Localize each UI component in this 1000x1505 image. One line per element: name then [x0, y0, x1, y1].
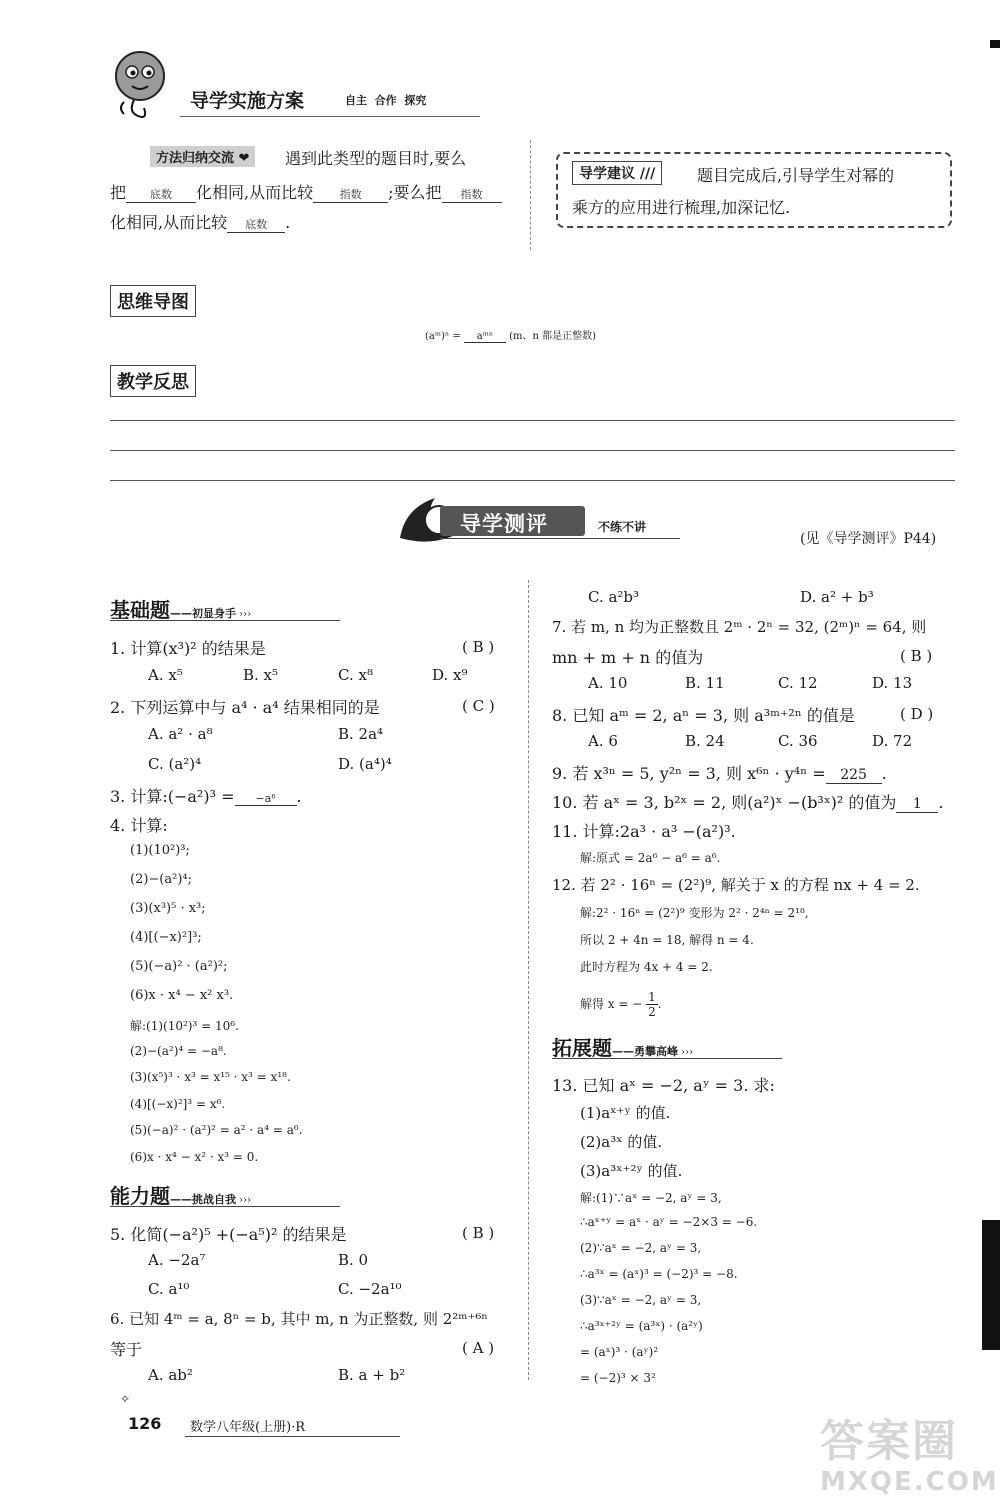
q11-solution: 解:原式 = 2a⁶ − a⁶ = a⁶.	[580, 851, 721, 865]
q3-blank: −a⁶	[235, 792, 297, 806]
section-title: 能力题	[110, 1184, 170, 1208]
method-blank-1: 底数	[126, 186, 196, 203]
q13-solution: (3)∵aˣ = −2, aʸ = 3,	[580, 1293, 702, 1307]
q4-item: (2)−(a²)⁴;	[130, 872, 193, 887]
method-blank-4: 底数	[227, 216, 285, 233]
q1-option: A. x⁵	[148, 666, 183, 684]
q13-item: (3)a³ˣ⁺²ʸ 的值.	[580, 1162, 683, 1180]
method-line3	[110, 210, 290, 233]
footer-book-title: 数学八年级(上册)·R	[190, 1420, 306, 1435]
method-blank-2: 指数	[313, 186, 388, 203]
mascot-logo	[104, 42, 174, 122]
suggestion-line2: 乘方的应用进行梳理,加深记忆.	[572, 198, 791, 217]
slash-icon: ///	[639, 166, 656, 182]
q10-text: 10. 若 aˣ = 3, b²ˣ = 2, 则(a²)ˣ −(b³ˣ)² 的值为	[552, 793, 897, 812]
mindmap-label: 思维导图	[110, 285, 196, 317]
q8-answer: ( D )	[900, 705, 934, 723]
edge-mark	[982, 1220, 1000, 1350]
q2-text: 2. 下列运算中与 a⁴ · a⁴ 结果相同的是	[110, 698, 380, 717]
q8-text: 8. 已知 aᵐ = 2, aⁿ = 3, 则 a³ᵐ⁺²ⁿ 的值是	[552, 706, 855, 725]
arrow-icon: ›››	[236, 1195, 252, 1206]
q1-option: D. x⁹	[432, 666, 468, 684]
q4-solution: 解:(1)(10²)³ = 10⁶.	[130, 1019, 239, 1033]
q4-item: (1)(10²)³;	[130, 843, 190, 858]
q13-solution: = (aˣ)³ · (aʸ)²	[580, 1345, 659, 1359]
q7-option: B. 11	[685, 674, 725, 692]
fraction	[646, 990, 658, 1019]
q3-end: .	[296, 787, 302, 806]
q4-solution: (6)x · x⁴ − x² · x³ = 0.	[130, 1150, 259, 1164]
arrow-icon: ›››	[678, 1047, 694, 1058]
q6-line2: 等于	[110, 1340, 143, 1359]
section-subtitle: ——挑战自我	[170, 1193, 236, 1206]
banner-subtitle: 不练不讲	[598, 520, 647, 534]
q12-solution-last	[580, 990, 662, 1019]
q4-solution: (2)−(a²)⁴ = −a⁸.	[130, 1044, 227, 1058]
q12-solution: 所以 2 + 4n = 18, 解得 n = 4.	[580, 933, 754, 947]
q6-option: A. ab²	[148, 1366, 193, 1384]
footer-rule	[185, 1436, 400, 1437]
q9	[552, 761, 887, 784]
banner-title: 导学测评	[460, 512, 548, 536]
q13-solution: ∴a³ˣ = (aˣ)³ = (−2)³ = −8.	[580, 1267, 738, 1281]
q8-option: C. 36	[778, 732, 818, 750]
reflection-line	[110, 420, 955, 421]
q9-end: .	[881, 764, 887, 783]
q4-item: (4)[(−x)²]³;	[130, 930, 202, 945]
q12-solution: 此时方程为 4x + 4 = 2.	[580, 960, 713, 974]
q2-option: C. (a²)⁴	[148, 755, 202, 773]
q3	[110, 784, 302, 807]
q5-option: B. 0	[338, 1251, 369, 1269]
q13-item: (2)a³ˣ 的值.	[580, 1133, 663, 1151]
q7-answer: ( B )	[900, 647, 933, 665]
q4-item: (5)(−a)² · (a²)²;	[130, 959, 228, 974]
q5-option: C. a¹⁰	[148, 1280, 190, 1298]
q7-option: A. 10	[588, 674, 628, 692]
method-text: ;要么把	[388, 183, 442, 202]
q1-text: 1. 计算(x³)² 的结果是	[110, 639, 266, 658]
method-text: 化相同,从而比较	[110, 213, 228, 232]
section-rule	[110, 620, 340, 621]
method-text: 把	[110, 183, 127, 202]
heart-icon: ❤	[238, 151, 250, 166]
suggestion-tag-label: 导学建议	[579, 166, 635, 182]
fraction-numerator: 1	[648, 990, 656, 1004]
q6-line1: 6. 已知 4ᵐ = a, 8ⁿ = b, 其中 m, n 为正整数, 则 2²ᵐ⁺⁶ⁿ	[110, 1310, 488, 1328]
fraction-denominator: 2	[648, 1005, 656, 1019]
q10-end: .	[938, 793, 944, 812]
q7-option: D. 13	[872, 674, 913, 692]
q8-option: B. 24	[685, 732, 725, 750]
q6-answer: ( A )	[462, 1339, 495, 1357]
arrow-icon: ›››	[236, 609, 252, 620]
method-blank-3: 指数	[442, 186, 502, 203]
q6-option: C. a²b³	[588, 588, 640, 606]
suggestion-tag	[572, 161, 662, 185]
q9-text: 9. 若 x³ⁿ = 5, y²ⁿ = 3, 则 x⁶ⁿ · y⁴ⁿ =	[552, 764, 826, 783]
q7-line2: mn + m + n 的值为	[552, 648, 704, 667]
q10	[552, 790, 943, 813]
section-rule	[552, 1058, 782, 1059]
banner-reference: (见《导学测评》P44)	[800, 531, 937, 547]
section-title: 基础题	[110, 598, 170, 622]
q5-text: 5. 化简(−a²)⁵ +(−a⁵)² 的结果是	[110, 1225, 347, 1244]
q4-text: 4. 计算:	[110, 816, 168, 835]
q4-solution: (4)[(−x)²]³ = x⁶.	[130, 1097, 226, 1111]
watermark-url: MXQE.COM	[820, 1467, 999, 1497]
mindmap-formula	[425, 327, 596, 343]
q4-item: (6)x · x⁴ − x² x³.	[130, 988, 234, 1003]
footer-star-icon: ✧	[120, 1392, 131, 1406]
q5-answer: ( B )	[462, 1224, 495, 1242]
q12-text: 12. 若 2² · 16ⁿ = (2²)⁹, 解关于 x 的方程 nx + 4 = 2.	[552, 876, 920, 894]
formula-left: (aᵐ)ⁿ =	[425, 331, 461, 342]
q13-solution: 解:(1)∵aˣ = −2, aʸ = 3,	[580, 1191, 722, 1205]
q2-option: D. (a⁴)⁴	[338, 755, 392, 773]
q13-item: (1)aˣ⁺ʸ 的值.	[580, 1104, 671, 1122]
q1-answer: ( B )	[462, 638, 495, 656]
fraction-end: .	[657, 997, 662, 1011]
q1-option: C. x⁸	[338, 666, 373, 684]
q13-solution: (2)∵aˣ = −2, aʸ = 3,	[580, 1241, 702, 1255]
q7-option: C. 12	[778, 674, 818, 692]
basic-section-header	[110, 594, 251, 623]
ability-section-header	[110, 1180, 251, 1209]
ext-section-header	[552, 1032, 693, 1061]
page-header-title: 导学实施方案	[190, 90, 305, 112]
watermark-logo	[820, 1405, 999, 1497]
section-rule	[110, 1206, 340, 1207]
section-subtitle: ——初显身手	[170, 607, 236, 620]
q4-solution: (3)(x⁵)³ · x³ = x¹⁵ · x³ = x¹⁸.	[130, 1070, 291, 1084]
suggestion-line1: 题目完成后,引导学生对幂的	[697, 166, 895, 185]
method-text: .	[285, 213, 291, 232]
column-divider-top	[530, 140, 531, 250]
reflection-line	[110, 450, 955, 451]
q5-option: C. −2a¹⁰	[338, 1280, 402, 1298]
section-title: 拓展题	[552, 1036, 612, 1060]
q12-solution: 解:2² · 16ⁿ = (2²)⁹ 变形为 2² · 2⁴ⁿ = 2¹⁸,	[580, 906, 809, 920]
q1-option: B. x⁵	[243, 666, 279, 684]
q6-option: D. a² + b³	[800, 588, 874, 606]
banner-underline	[440, 538, 680, 539]
reflection-line	[110, 480, 955, 481]
method-text: 化相同,从而比较	[196, 183, 314, 202]
formula-right: (m、n 都是正整数)	[509, 331, 597, 342]
q3-text: 3. 计算:(−a²)³ =	[110, 787, 235, 806]
q13-text: 13. 已知 aˣ = −2, aʸ = 3. 求:	[552, 1076, 775, 1095]
q4-solution: (5)(−a)² · (a²)² = a² · a⁴ = a⁶.	[130, 1123, 303, 1137]
method-tag	[150, 146, 255, 167]
method-line1: 遇到此类型的题目时,要么	[285, 149, 467, 168]
reflection-label: 教学反思	[110, 365, 196, 397]
method-tag-label: 方法归纳交流	[156, 151, 235, 166]
q10-blank: 1	[896, 796, 938, 813]
edge-mark	[990, 40, 1000, 48]
q11-text: 11. 计算:2a³ · a³ −(a²)³.	[552, 822, 736, 841]
q5-option: A. −2a⁷	[148, 1251, 206, 1269]
q4-item: (3)(x³)⁵ · x³;	[130, 901, 206, 916]
watermark-text: 答案圈	[820, 1416, 958, 1467]
q2-option: A. a² · a⁸	[148, 725, 213, 743]
q6-option: B. a + b²	[338, 1366, 406, 1384]
q7-line1: 7. 若 m, n 均为正整数且 2ᵐ · 2ⁿ = 32, (2ᵐ)ⁿ = 64, 则	[552, 618, 927, 636]
q9-blank: 225	[826, 767, 882, 784]
q13-solution: = (−2)³ × 3²	[580, 1371, 656, 1385]
q13-solution: ∴aˣ⁺ʸ = aˣ · aʸ = −2×3 = −6.	[580, 1215, 758, 1229]
q2-answer: ( C )	[462, 697, 495, 715]
section-subtitle: ——勇攀高峰	[612, 1045, 678, 1058]
q2-option: B. 2a⁴	[338, 725, 384, 743]
page-header-subtitle: 自主 合作 探究	[345, 94, 427, 107]
page-number: 126	[128, 1414, 162, 1433]
method-line2	[110, 180, 502, 203]
q12-solution-text: 解得 x = −	[580, 997, 643, 1011]
column-divider	[528, 580, 529, 1380]
header-rule	[180, 116, 480, 117]
q13-solution: ∴a³ˣ⁺²ʸ = (a³ˣ) · (a²ʸ)	[580, 1319, 703, 1333]
q8-option: A. 6	[588, 732, 618, 750]
q8-option: D. 72	[872, 732, 913, 750]
formula-blank: aᵐⁿ	[464, 331, 506, 343]
